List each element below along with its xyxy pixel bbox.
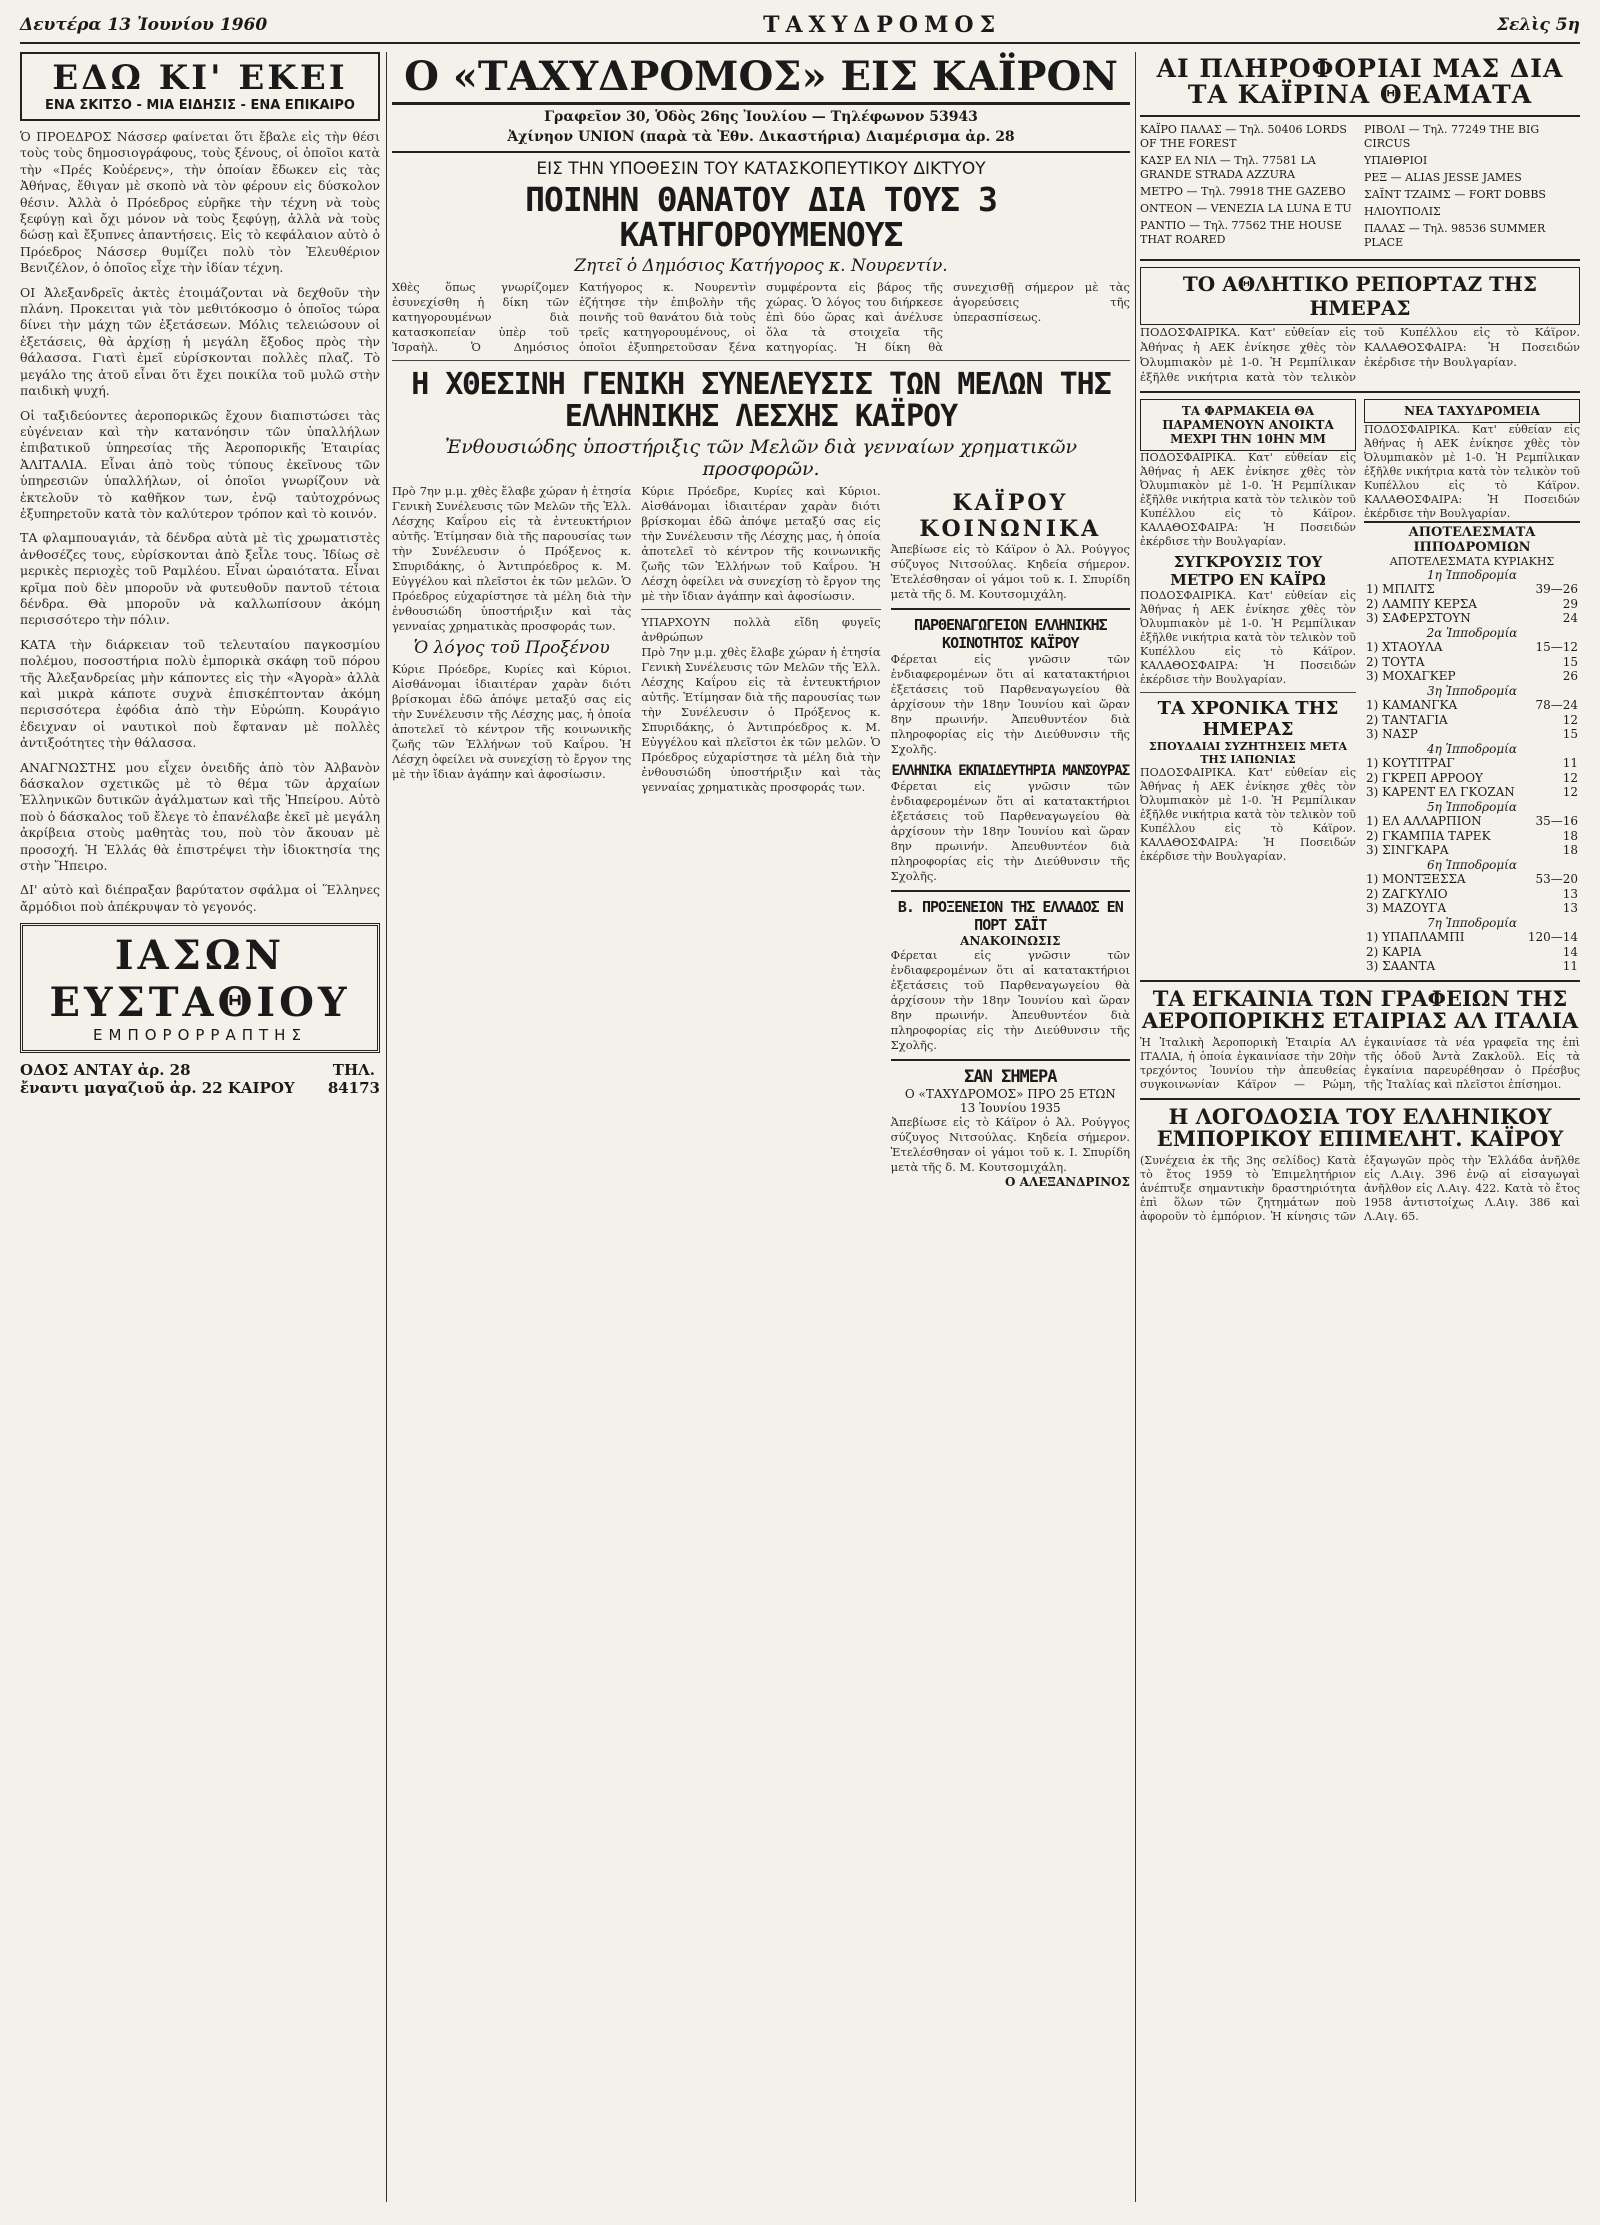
horse-name: 3) ΚΑΡΕΝΤ ΕΛ ΓΚΟΖΑΝ — [1366, 785, 1515, 799]
result-row — [1364, 901, 1580, 916]
notice-body: ΠΟΔΟΣΦΑΙΡΙΚΑ. Κατ' εὐθείαν εἰς Ἀθήνας ἡ ΑΕΚ ἐνίκησε χθὲς τὸν Ὀλυμπιακὸν μὲ 1-0. Ἡ Ρεμπίλικαν ἐξῆλθε νικήτρια κατὰ τὸν τελικὸν τοῦ Κυπέλλου εἰς τὸ Κάϊρον. ΚΑΛΑΘΟΣΦΑΙΡΑ: Ἡ Ποσειδών ἐκέρδισε τὴν Βουλγαρίαν. — [1140, 765, 1356, 863]
result-row — [1364, 684, 1580, 699]
result-row — [1364, 568, 1580, 583]
article-paragraph: Οἱ ταξιδεύοντες ἀεροπορικῶς ἔχουν διαπιστώσει τὰς εὐγένειαν καὶ τὴν κατανόησιν τῶν ὑπαλλήλων ἐπιβατικοῦ ὑπηρεσίας τῆς Ἀεροπορικῆς Ἑταιρίας ἈΛΙΤΑΛΙΑ. Εἶναι ἀπὸ τοὺς τύπους ἐκεῖνους τῶν ὑπηρεσιῶν ὑπαλλήλων, οἱ ὁποῖοι γνωρίζουν νὰ ἐκτελοῦν τὸ καθῆκον των, ἐνῷ ταὐτοχρόνως ἐξυπηρετοῦν κατὰ τὸν καλύτερον τρόπον καὶ τὸ κοινόν. — [20, 407, 380, 521]
notice-title: ΝΕΑ ΤΑΧΥΔΡΟΜΕΙΑ — [1364, 399, 1580, 423]
notice-body: Φέρεται εἰς γνῶσιν τῶν ἐνδιαφερομένων ὅτι αἱ κατατακτήριοι ἐξετάσεις τοῦ Παρθεναγωγείου θὰ ἀρχίσουν τὴν 18ην Ἰουνίου καὶ ὥραν 8ην πρωινήν. Ἀπευθυντέον διὰ πληροφορίας εἰς τὴν Διεύθυνσιν τῆς Σχολῆς. — [890, 779, 1130, 884]
result-row — [1364, 727, 1580, 742]
horse-name: 1η Ἱπποδρομία — [1427, 567, 1517, 582]
address-line: ΟΔΟΣ ΑΝΤΑΥ ἀρ. 28 — [20, 1061, 191, 1080]
notice-body: Φέρεται εἰς γνῶσιν τῶν ἐνδιαφερομένων ὅτι αἱ κατατακτήριοι ἐξετάσεις τοῦ Παρθεναγωγείου θὰ ἀρχίσουν τὴν 18ην Ἰουνίου καὶ ὥραν 8ην πρωινήν. Ἀπευθυντέον διὰ πληροφορίας εἰς τὴν Διεύθυνσιν τῆς Σχολῆς. — [890, 652, 1130, 757]
section-subtitle: Ο «ΤΑΧΥΔΡΟΜΟΣ» ΠΡΟ 25 ΕΤΩΝ — [904, 1087, 1116, 1102]
horse-name: 2) ΖΑΓΚΥΛΙΟ — [1366, 886, 1448, 901]
payout: 12 — [1562, 770, 1578, 785]
tailor-advertisement — [20, 923, 380, 1053]
payout: 15 — [1562, 654, 1578, 669]
headline-subtitle: Ἐνθουσιώδης ὑποστήριξις τῶν Μελῶν διὰ γενναίων χρηματικῶν προσφορῶν. — [444, 436, 1077, 481]
horse-name: 2) ΚΑΡΙΑ — [1366, 944, 1422, 959]
column-divider — [1135, 52, 1136, 2202]
section-title: ΚΑΪΡΟΥ ΚΟΙΝΩΝΙΚΑ — [919, 490, 1102, 543]
payout: 29 — [1562, 596, 1578, 611]
horse-name: 2) ΤΟΥΤΑ — [1366, 654, 1425, 669]
notice-body: ΠΟΔΟΣΦΑΙΡΙΚΑ. Κατ' εὐθείαν εἰς Ἀθήνας ἡ ΑΕΚ ἐνίκησε χθὲς τὸν Ὀλυμπιακὸν μὲ 1-0. Ἡ Ρεμπίλικαν ἐξῆλθε νικήτρια κατὰ τὸν τελικὸν τοῦ Κυπέλλου εἰς τὸ Κάϊρον. ΚΑΛΑΘΟΣΦΑΙΡΑ: Ἡ Ποσειδών ἐκέρδισε τὴν Βουλγαρίαν. — [1140, 588, 1356, 686]
payout: 18 — [1562, 843, 1578, 857]
article-paragraph: ΚΑΤΑ τὴν διάρκειαν τοῦ τελευταίου παγκοσμίου πολέμου, ποσοστήρια πολὺ ἐμπορικὰ σκάφη τοῦ πόρου τῆς Ἀλεξανδρείας μὴν κάποντες εἰς τὴν «Ἀγορὰ» ἀλλὰ καὶ μικρὰ κάποτε συχνὰ ἐπισκέπτονταν ἀκόμη περισσότερα ἐφόδια ἀπὸ τὴν Εὐρώπη. Κουράγιο ἐδειχναν οἱ ναυτικοὶ ποὺ ἔφταναν μὲ πολλὲς ἀντιξοότητες τὴν θάλασσα. — [20, 636, 380, 751]
newspaper-page — [20, 8, 1580, 2213]
phone-number: 84173 — [327, 1079, 380, 1098]
section-subtitle: ΑΠΟΤΕΛΕΣΜΑΤΑ ΚΥΡΙΑΚΗΣ — [1389, 554, 1555, 568]
article-body: Κύριε Πρόεδρε, Κυρίες καὶ Κύριοι. Αἰσθάνομαι ἰδιαιτέραν χαρὰν διότι βρίσκομαι ἐδῶ ἀπόψε μεταξύ σας εἰς τὴν Συνέλευσιν τῆς Λέσχης μας, ἡ ὁποία ἀποτελεῖ τὸ κέντρον τῆς κοινωνικῆς ζωῆς τῶν Ἑλλήνων τοῦ Καΐρου. Ἡ Λέσχη ὀφείλει νὰ συνεχίσῃ τὸ ἔργον της μὲ τὴν ἴδιαν ἀγάπην καὶ ἀφοσίωσιν. — [641, 484, 881, 604]
article-paragraph: ΔΙ' αὐτὸ καὶ διέπραξαν βαρύτατον σφάλμα οἱ Ἕλληνες ἄρμόδιοι ποὺ ἀπέκρυψαν τὸ γεγονός. — [20, 882, 380, 914]
result-row — [1364, 582, 1580, 597]
article-columns — [392, 484, 1130, 1189]
page-number: Σελὶς 5η — [1497, 15, 1580, 35]
horse-name: 5η Ἱπποδρομία — [1427, 799, 1517, 814]
advertiser-name: ΙΑΣΩΝ ΕΥΣΤΑΘΙΟΥ — [49, 932, 351, 1027]
horse-name: 2) ΓΚΑΜΠΙΑ ΤΑΡΕΚ — [1366, 828, 1491, 843]
result-row — [1364, 771, 1580, 786]
horse-name: 2) ΛΑΜΠΥ ΚΕΡΣΑ — [1366, 596, 1477, 611]
cinema-entry: ΡΕΞ — ALIAS JESSE JAMES — [1364, 170, 1522, 184]
payout: 78—24 — [1535, 698, 1578, 712]
result-row — [1364, 597, 1580, 612]
result-row — [1364, 930, 1580, 945]
divider — [1140, 391, 1580, 393]
horse-name: 1) ΥΠΑΠΛΑΜΠΙ — [1366, 930, 1465, 944]
cinema-entry: ΚΑΣΡ ΕΛ ΝΙΛ — Τηλ. 77581 LA GRANDE STRADA AZZURA — [1140, 153, 1316, 181]
horse-name: 3) ΝΑΣΡ — [1366, 727, 1418, 741]
result-row — [1364, 756, 1580, 771]
horse-name: 3) ΣΑΑΝΤΑ — [1366, 959, 1436, 973]
column-divider — [386, 52, 387, 2202]
cinema-list — [1364, 123, 1580, 253]
section-date: 13 Ἰουνίου 1935 — [959, 1101, 1061, 1116]
article-body: Ἡ Ἰταλικὴ Ἀεροπορικὴ Ἑταιρία ΑΛ ΙΤΑΛΙΑ, ἡ ὁποία ἐγκαινίασε τὴν 20ὴν τρεχόντος Ἰουνίου τὴν ἀπευθείας συγκοινωνίαν Κάϊρον — Ρώμη, ἐγκαινίασε τὰ νέα γραφεῖα της ἐπὶ τῆς ὁδοῦ Ἀντὰ Ζακλοῦλ. Εἰς τὰ ἐγκαίνια παρευρέθησαν ὁ Πρέσβυς τῆς Ἰταλίας καὶ πλεῖστοι ἐπίσημοι. — [1140, 1035, 1580, 1091]
result-row — [1364, 626, 1580, 641]
payout: 12 — [1562, 712, 1578, 727]
result-row — [1364, 655, 1580, 670]
article-body: ΥΠΑΡΧΟΥΝ πολλὰ εἴδη φυγεῖς ἀνθρώπων — [641, 615, 881, 645]
horse-name: 3) ΜΟΧΑΓΚΕΡ — [1366, 669, 1456, 683]
section-title: ΤΟ ΑΘΛΗΤΙΚΟ ΡΕΠΟΡΤΑΖ ΤΗΣ ΗΜΕΡΑΣ — [1140, 267, 1580, 325]
horse-name: 3) ΣΙΝΓΚΑΡΑ — [1366, 843, 1449, 857]
issue-date: Δευτέρα 13 Ἰουνίου 1960 — [20, 15, 268, 35]
subheading: Ὁ λόγος τοῦ Προξένου — [413, 638, 610, 659]
article-body: Κύριε Πρόεδρε, Κυρίες καὶ Κύριοι. Αἰσθάνομαι ἰδιαιτέραν χαρὰν διότι βρίσκομαι ἐδῶ ἀπόψε μεταξύ σας εἰς τὴν Συνέλευσιν τῆς Λέσχης μας, ἡ ὁποία ἀποτελεῖ τὸ κέντρον τῆς κοινωνικῆς ζωῆς τῶν Ἑλλήνων τοῦ Καΐρου. Ἡ Λέσχη ὀφείλει νὰ συνεχίσῃ τὸ ἔργον της μὲ τὴν ἴδιαν ἀγάπην καὶ ἀφοσίωσιν. — [392, 662, 632, 782]
office-address: Γραφεῖον 30, Ὁδὸς 26ης Ἰουλίου — Τηλέφωνον 53943 — [544, 109, 978, 125]
horse-name: 1) ΚΟΥΤΙΤΡΑΓ — [1366, 756, 1455, 770]
sports-report: ΠΟΔΟΣΦΑΙΡΙΚΑ. Κατ' εὐθείαν εἰς Ἀθήνας ἡ ΑΕΚ ἐνίκησε χθὲς τὸν Ὀλυμπιακὸν μὲ 1-0. Ἡ Ρεμπίλικαν ἐξῆλθε νικήτρια κατὰ τὸν τελικὸν τοῦ Κυπέλλου εἰς τὸ Κάϊρον. ΚΑΛΑΘΟΣΦΑΙΡΑ: Ἡ Ποσειδών ἐκέρδισε τὴν Βουλγαρίαν. — [1140, 324, 1580, 384]
result-row — [1364, 872, 1580, 887]
divider — [891, 1059, 1130, 1061]
cinema-entry: ΜΕΤΡΟ — Τηλ. 79918 THE GAZEBO — [1140, 184, 1346, 198]
section-title: ΣΑΝ ΣΗΜΕΡΑ — [964, 1067, 1057, 1088]
column-right — [1140, 52, 1580, 1224]
payout: 15—12 — [1535, 640, 1578, 654]
masthead: ΤΑΧΥΔΡΟΜΟΣ — [763, 12, 1002, 38]
result-row — [1364, 698, 1580, 713]
article-body: Χθὲς ὅπως γνωρίζομεν ἐσυνεχίσθη ἡ δίκη τῶν κατηγορουμένων διὰ κατασκοπείαν ὑπὲρ τοῦ Ἰσραὴλ. Ὁ Δημόσιος Κατήγορος κ. Νουρεντὶν ἐζήτησε τὴν ἐπιβολὴν τῆς ποινῆς τοῦ θανάτου διὰ τοὺς τρεῖς κατηγορουμένους, οἱ ὁποῖοι ἐξυπηρετοῦσαν ξένα συμφέροντα εἰς βάρος τῆς χώρας. Ὁ λόγος του διήρκεσε ἐπὶ δύο ὥρας καὶ ἀνέλυσε ὅλα τὰ στοιχεῖα τῆς κατηγορίας. Ἡ δίκη θὰ συνεχισθῇ σήμερον μὲ τὰς ἀγορεύσεις τῆς ὑπερασπίσεως. — [392, 280, 1130, 355]
divider — [891, 890, 1130, 892]
address-line: ἔναντι μαγαζιοῦ ἀρ. 22 ΚΑΙΡΟΥ — [20, 1079, 295, 1098]
horse-name: 6η Ἱπποδρομία — [1427, 857, 1517, 872]
payout: 120—14 — [1527, 930, 1578, 944]
notice-title: ΣΥΓΚΡΟΥΣΙΣ ΤΟΥ ΜΕΤΡΟ ΕΝ ΚΑΪΡΩ — [1170, 552, 1326, 589]
cinema-entry: ΡΑΝΤΙΟ — Τηλ. 77562 THE HOUSE THAT ROARED — [1140, 218, 1342, 246]
result-row — [1364, 945, 1580, 960]
horse-name: 7η Ἱπποδρομία — [1427, 915, 1517, 930]
phone-label: ΤΗΛ. — [332, 1061, 375, 1080]
payout: 13 — [1562, 886, 1578, 901]
office-address: Ἀχίνηον UNION (παρὰ τὰ Ἐθν. Δικαστήρια) Διαμέρισμα ἀρ. 28 — [507, 129, 1015, 145]
cinema-entry: ΚΑΪΡΟ ΠΑΛΑΣ — Τηλ. 50406 LORDS OF THE FOREST — [1140, 122, 1347, 150]
horse-name: 2α Ἱπποδρομία — [1426, 625, 1518, 640]
divider — [392, 151, 1130, 153]
payout: 24 — [1562, 611, 1578, 625]
horse-name: 1) ΚΑΜΑΝΓΚΑ — [1366, 698, 1458, 712]
horse-name: 3η Ἱπποδρομία — [1427, 683, 1517, 698]
headline-kicker: ΕΙΣ ΤΗΝ ΥΠΟΘΕΣΙΝ ΤΟΥ ΚΑΤΑΣΚΟΠΕΥΤΙΚΟΥ ΔΙΚΤΥΟΥ — [536, 159, 986, 179]
notice-title: ΤΑ ΦΑΡΜΑΚΕΙΑ ΘΑ ΠΑΡΑΜΕΝΟΥΝ ΑΝΟΙΚΤΑ ΜΕΧΡΙ ΤΗΝ 10ΗΝ ΜΜ — [1140, 399, 1356, 451]
horse-name: 1) ΕΛ ΑΛΛΑΡΠΙΟΝ — [1366, 814, 1482, 828]
payout: 12 — [1562, 785, 1578, 799]
article-paragraph: ΑΝΑΓΝΩΣΤΗΣ μου εἶχεν ὀνειδῆς ἀπὸ τὸν Ἀλβανὸν δάσκαλον σχετικῶς μὲ τὸ θέμα τῶν ἀρχαίων Ἑλληνικῶν δυτικῶν ἀγάλματων καὶ τῆς Ἠπείρου. Αὐτὸ ποὺ ὁ δάσκαλος τοῦ ἔλεγε τὸ ἐπανέλαβε ἐκεῖ μὲ μεγάλη ἀκρίβεια στοὺς μαθητὰς του, ποὺ τὸν ἄκουαν μὲ προσοχή. Ἡ Ἑλλάς θὰ ἐπιστρέψει τὴν ἰδιοκτησία της στὴν Ἤπειρο. — [20, 759, 380, 874]
article-body: Πρὸ 7ην μ.μ. χθὲς ἔλαβε χώραν ἡ ἐτησία Γενικὴ Συνέλευσις τῶν Μελῶν τῆς Ἑλλ. Λέσχης Καΐρου εἰς τὰ ἐντευκτήριον αὐτῆς. Ἐτίμησαν διὰ τῆς παρουσίας των τὴν Συνέλευσιν ὁ Πρόξενος κ. Σπυριδάκης, ὁ Ἀντιπρόεδρος κ. Μ. Εὐγγέλου καὶ πλεῖστοι ἐκ τῶν μελῶν. Ὁ Πρόεδρος εὐχαρίστησε τὰ μέλη διὰ τὴν ἐνθουσιώδη ὑποστήριξιν καὶ τὰς γενναίας χρηματικὰς προσφοράς των. — [641, 645, 881, 795]
horse-name: 2) ΤΑΝΤΑΓΙΑ — [1366, 712, 1448, 727]
article-paragraph: Ὁ ΠΡΟΕΔΡΟΣ Νάσσερ φαίνεται ὅτι ἔβαλε εἰς τὴν θέσι τοὺς τοὺς δημοσιογράφους, τοὺς ξένους, οἱ ὁποῖοι κατὰ τὴν «Πρές Κοὐέρενς», τὴν ὁποίαν ἔδωκεν εἰς τὰς Ἀθήνας, ἔθιγαν μὲ σκοπὸ νὰ τὸν φέρουν εἰς δύσκολον θέσιν. Ἀλλὰ ὁ Πρόεδρος εὑρῆκε τὴν τέχνη νὰ τοὺς ξεφύγῃ καὶ ὄχι μόνον νὰ τοὺς ξεφύγῃ, ἀλλὰ νὰ τοὺς δώσῃ καὶ ἔξυπνες ἀπαντήσεις. Εἰς τὸ κεφάλαιον αὐτὸ ὁ Πρόεδρος Νάσσερ θυμίζει πολὺ τὸν Ἐλευθέριον Βενιζέλον, ὁ ὁποῖος εἶχε τὴν ἰδίαν τέχνη. — [20, 129, 380, 276]
section-subtitle: ΣΠΟΥΔΑΙΑΙ ΣΥΖΗΤΗΣΕΙΣ ΜΕΤΑ ΤΗΣ ΙΑΠΩΝΙΑΣ — [1148, 739, 1348, 766]
article-signature: Ο ΑΛΕΞΑΝΔΡΙΝΟΣ — [1005, 1175, 1130, 1190]
headline: Η ΛΟΓΟΔΟΣΙΑ ΤΟΥ ΕΛΛΗΝΙΚΟΥ ΕΜΠΟΡΙΚΟΥ ΕΠΙΜΕΛΗΤ. ΚΑΪΡΟΥ — [1156, 1103, 1564, 1151]
result-row — [1364, 829, 1580, 844]
result-row — [1364, 959, 1580, 974]
social-news: Ἀπεβίωσε εἰς τὸ Κάϊρον ὁ Ἀλ. Ρούγγος σύζυγος Νιτσούλας. Κηδεία σήμερον. Ἐτελέσθησαν οἱ γάμοι τοῦ κ. Ι. Σπυρίδη μετὰ τῆς δ. Μ. Κουτσομιχάλη. — [890, 542, 1130, 602]
payout: 35—16 — [1535, 814, 1578, 828]
advertiser-profession: ΕΜΠΟΡΟΡΡΑΠΤΗΣ — [93, 1026, 307, 1045]
result-row — [1364, 669, 1580, 684]
payout: 18 — [1562, 828, 1578, 843]
result-row — [1364, 742, 1580, 757]
article-body: (Συνέχεια ἐκ τῆς 3ης σελίδος) Κατὰ τὸ ἔτος 1959 τὸ Ἐπιμελητήριον ἀνέπτυξε σημαντικὴν δραστηριότητα ἐπὶ ὅλων τῶν ζητημάτων ποὺ ἀφοροῦν τὸ ἐμπόριον. Ἡ κίνησις τῶν ἐξαγωγῶν πρὸς τὴν Ἑλλάδα ἀνῆλθε εἰς Λ.Αιγ. 396 ἐνῷ αἱ εἰσαγωγαὶ ἀνῆλθον εἰς Λ.Αιγ. 422. Κατὰ τὸ ἔτος 1958 ἀντιστοίχως Λ.Αιγ. 386 καὶ Λ.Αιγ. 65. — [1140, 1153, 1580, 1223]
result-row — [1364, 858, 1580, 873]
result-row — [1364, 800, 1580, 815]
horse-name: 3) ΜΑΖΟΥΓΑ — [1366, 901, 1447, 915]
cinema-entry: ΥΠΑΙΘΡΙΟΙ — [1364, 153, 1428, 167]
page-header — [20, 8, 1580, 44]
payout: 14 — [1562, 944, 1578, 959]
horse-name: 2) ΓΚΡΕΠ ΑΡΡΟΟΥ — [1366, 770, 1483, 785]
section-title: ΤΑ ΧΡΟΝΙΚΑ ΤΗΣ ΗΜΕΡΑΣ — [1157, 697, 1339, 740]
notice-body: Φέρεται εἰς γνῶσιν τῶν ἐνδιαφερομένων ὅτι αἱ κατατακτήριοι ἐξετάσεις τοῦ Παρθεναγωγείου θὰ ἀρχίσουν τὴν 18ην Ἰουνίου καὶ ὥραν 8ην πρωινήν. Ἀπευθυντέον διὰ πληροφορίας εἰς τὴν Διεύθυνσιν τῆς Σχολῆς. — [890, 948, 1130, 1053]
cinema-entry: ΡΙΒΟΛΙ — Τηλ. 77249 THE BIG CIRCUS — [1364, 122, 1540, 150]
payout: 53—20 — [1535, 872, 1578, 886]
horse-name: 4η Ἱπποδρομία — [1427, 741, 1517, 756]
column-left — [20, 52, 380, 1097]
divider — [891, 608, 1130, 610]
horse-name: 1) ΜΟΝΤΞΕΣΣΑ — [1366, 872, 1466, 886]
notice-subtitle: ΑΝΑΚΟΙΝΩΣΙΣ — [960, 934, 1061, 949]
result-row — [1364, 916, 1580, 931]
result-row — [1364, 640, 1580, 655]
divider — [641, 609, 880, 610]
notice-title: ΕΛΛΗΝΙΚΑ ΕΚΠΑΙΔΕΥΤΗΡΙΑ ΜΑΝΣΟΥΡΑΣ — [891, 763, 1130, 780]
cinema-listings — [1140, 123, 1580, 253]
payout: 15 — [1562, 727, 1578, 741]
column-center — [392, 52, 1130, 1189]
cinema-entry: ΣΑΪΝΤ ΤΖΑΙΜΣ — FORT DOBBS — [1364, 187, 1546, 201]
result-row — [1364, 713, 1580, 728]
divider — [392, 360, 1130, 361]
section-title: ΑΠΟΤΕΛΕΣΜΑΤΑ ΙΠΠΟΔΡΟΜΙΩΝ — [1364, 521, 1580, 555]
horse-name: 1) ΜΠΛΙΤΣ — [1366, 582, 1435, 596]
result-row — [1364, 887, 1580, 902]
notice-title: Β. ΠΡΟΞΕΝΕΙΟΝ ΤΗΣ ΕΛΛΑΔΟΣ ΕΝ ΠΟΡΤ ΣΑΪΤ — [897, 898, 1123, 935]
cinema-entry: ΟΝΤΕΟΝ — VENEZIA LA LUNA E TU — [1140, 201, 1352, 215]
result-row — [1364, 814, 1580, 829]
payout: 39—26 — [1535, 582, 1578, 596]
notice-body: ΠΟΔΟΣΦΑΙΡΙΚΑ. Κατ' εὐθείαν εἰς Ἀθήνας ἡ ΑΕΚ ἐνίκησε χθὲς τὸν Ὀλυμπιακὸν μὲ 1-0. Ἡ Ρεμπίλικαν ἐξῆλθε νικήτρια κατὰ τὸν τελικὸν τοῦ Κυπέλλου εἰς τὸ Κάϊρον. ΚΑΛΑΘΟΣΦΑΙΡΑ: Ἡ Ποσειδών ἐκέρδισε τὴν Βουλγαρίαν. — [1364, 422, 1580, 520]
headline: Η ΧΘΕΣΙΝΗ ΓΕΝΙΚΗ ΣΥΝΕΛΕΥΣΙΣ ΤΩΝ ΜΕΛΩΝ ΤΗΣ ΕΛΛΗΝΙΚΗΣ ΛΕΣΧΗΣ ΚΑΪΡΟΥ — [411, 367, 1111, 434]
lower-right-columns — [1140, 399, 1580, 974]
article-body: Ἀπεβίωσε εἰς τὸ Κάϊρον ὁ Ἀλ. Ρούγγος σύζυγος Νιτσούλας. Κηδεία σήμερον. Ἐτελέσθησαν οἱ γάμοι τοῦ κ. Ι. Σπυρίδη μετὰ τῆς δ. Μ. Κουτσομιχάλη. — [890, 1115, 1130, 1175]
divider — [1140, 692, 1356, 693]
section-title: Ο «ΤΑΧΥΔΡΟΜΟΣ» ΕΙΣ ΚΑΪΡΟΝ — [392, 56, 1130, 105]
divider — [1140, 259, 1580, 261]
headline: ΤΑ ΕΓΚΑΙΝΙΑ ΤΩΝ ΓΡΑΦΕΙΩΝ ΤΗΣ ΑΕΡΟΠΟΡΙΚΗΣ ΕΤΑΙΡΙΑΣ ΑΛ ΙΤΑΛΙΑ — [1141, 985, 1579, 1033]
section-title: ΕΔΩ ΚΙ' ΕΚΕΙ — [52, 58, 348, 98]
section-subtitle: ΕΝΑ ΣΚΙΤΣΟ - ΜΙΑ ΕΙΔΗΣΙΣ - ΕΝΑ ΕΠΙΚΑΙΡΟ — [45, 98, 355, 113]
payout: 13 — [1562, 901, 1578, 915]
notice-body: ΠΟΔΟΣΦΑΙΡΙΚΑ. Κατ' εὐθείαν εἰς Ἀθήνας ἡ ΑΕΚ ἐνίκησε χθὲς τὸν Ὀλυμπιακὸν μὲ 1-0. Ἡ Ρεμπίλικαν ἐξῆλθε νικήτρια κατὰ τὸν τελικὸν τοῦ Κυπέλλου εἰς τὸ Κάϊρον. ΚΑΛΑΘΟΣΦΑΙΡΑ: Ἡ Ποσειδών ἐκέρδισε τὴν Βουλγαρίαν. — [1140, 450, 1356, 548]
advertiser-address — [20, 1061, 380, 1097]
divider — [1140, 115, 1580, 117]
headline-subtitle: Ζητεῖ ὁ Δημόσιος Κατήγορος κ. Νουρεντίν. — [574, 256, 948, 277]
result-row — [1364, 785, 1580, 800]
article-paragraph: ΤΑ φλαμπουαγιάν, τὰ δένδρα αὐτὰ μὲ τὶς χρωματιστὲς ἀνθοσέζες τους, εὑρίσκονται ἀπὸ ξεἶλε τους. Ἰδίως σὲ μερικὲς περιοχὲς τοῦ Ραμλέου. Εἶναι ὡραιότατα. Εἶναι κρῖμα ποὺ δὲν μποροῦν νὰ φυτευθοῦν παντοῦ τέτοια δένδρα. Θὰ μποροῦν νὰ καλλωπίσουν ἀκόμη περισσότερο τὴν πόλιν. — [20, 530, 380, 628]
cinema-entry: ΗΛΙΟΥΠΟΛΙΣ — [1364, 204, 1441, 218]
section-edo-ki-ekei — [20, 52, 380, 121]
horse-name: 1) ΧΤΑΟΥΛΑ — [1366, 640, 1443, 654]
payout: 26 — [1562, 669, 1578, 683]
payout: 11 — [1562, 959, 1578, 973]
headline: ΠΟΙΝΗΝ ΘΑΝΑΤΟΥ ΔΙΑ ΤΟΥΣ 3 ΚΑΤΗΓΟΡΟΥΜΕΝΟΥΣ — [525, 180, 997, 254]
horse-racing-results — [1364, 568, 1580, 974]
article-paragraph: ΟΙ Ἀλεξανδρεῖς ἀκτὲς ἐτοιμάζονται νὰ δεχθοῦν τὴν πλάνη. Προκειται γιὰ τὸν μεθιτόκοσμο ὁ ὁποῖος τώρα δίνει τὴν μάχη τῶν ἐξετάσεων. Μόλις τελειώσουν οἱ ἐξετάσεις, θὰ ἀρχίσῃ ἡ μεγάλη ἔξοδος πρὸς τὴν θάλασσα. Γιατὶ ἐμεῖ εὑρίσκονται πολλὲς πλαζ. Τὸ μεγάλο της ἀτοῦ εἶναι ὅτι ἔχει ποικίλα τοῦ μυλῶ στὴν παιδικὴ ψυχή. — [20, 284, 380, 399]
cinema-list — [1140, 123, 1356, 253]
payout: 11 — [1562, 756, 1578, 770]
notice-title: ΠΑΡΘΕΝΑΓΩΓΕΙΟΝ ΕΛΛΗΝΙΚΗΣ ΚΟΙΝΟΤΗΤΟΣ ΚΑΪΡΟΥ — [913, 616, 1107, 653]
horse-name: 3) ΣΑΦΕΡΣΤΟΥΝ — [1366, 611, 1471, 625]
section-title: ΑΙ ΠΛΗΡΟΦΟΡΙΑΙ ΜΑΣ ΔΙΑ ΤΑ ΚΑΪΡΙΝΑ ΘΕΑΜΑΤΑ — [1156, 54, 1564, 110]
cinema-entry: ΠΑΛΑΣ — Τηλ. 98536 SUMMER PLACE — [1364, 221, 1546, 249]
divider — [1140, 980, 1580, 982]
result-row — [1364, 611, 1580, 626]
divider — [1140, 1098, 1580, 1100]
result-row — [1364, 843, 1580, 858]
article-body: Πρὸ 7ην μ.μ. χθὲς ἔλαβε χώραν ἡ ἐτησία Γενικὴ Συνέλευσις τῶν Μελῶν τῆς Ἑλλ. Λέσχης Καΐρου εἰς τὰ ἐντευκτήριον αὐτῆς. Ἐτίμησαν διὰ τῆς παρουσίας των τὴν Συνέλευσιν ὁ Πρόξενος κ. Σπυριδάκης, ὁ Ἀντιπρόεδρος κ. Μ. Εὐγγέλου καὶ πλεῖστοι ἐκ τῶν μελῶν. Ὁ Πρόεδρος εὐχαρίστησε τὰ μέλη διὰ τὴν ἐνθουσιώδη ὑποστήριξιν καὶ τὰς γενναίας χρηματικὰς προσφοράς των. — [392, 484, 632, 634]
